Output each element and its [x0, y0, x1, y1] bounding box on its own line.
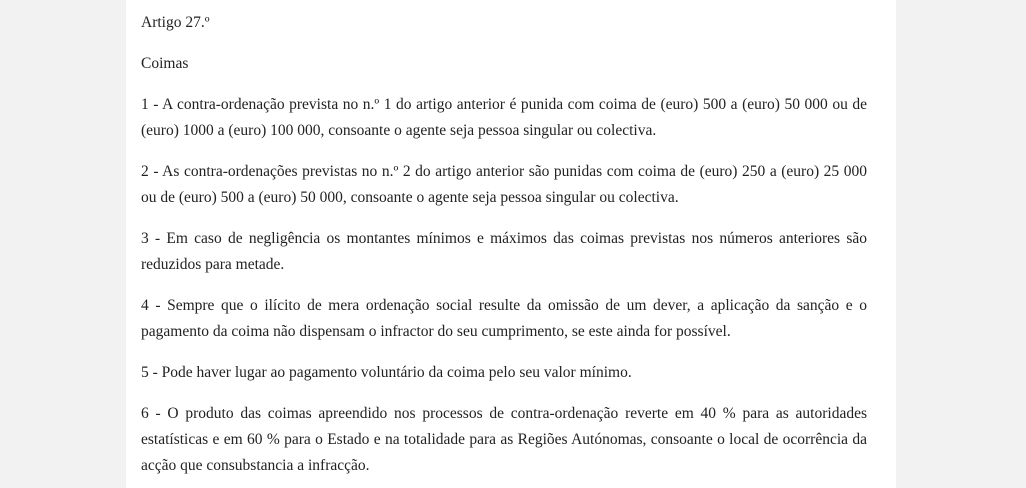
document-page [126, 0, 896, 488]
paragraph-6: 6 - O produto das coimas apreendido nos processos de contra-ordenação reverte em 40 % para as autoridades estatísticas e em 60 % para o Estado e na totalidade para as Regiões Autónomas, consoante o local de ocorrência da acção que consubstancia a infracção. [141, 405, 867, 474]
paragraph-1: 1 - A contra-ordenação prevista no n.º 1 do artigo anterior é punida com coima de (euro) 500 a (euro) 50 000 ou de (euro) 1000 a (euro) 100 000, consoante o agente seja pessoa singular ou colectiva. [141, 96, 867, 139]
paragraph-3: 3 - Em caso de negligência os montantes mínimos e máximos das coimas previstas nos números anteriores são reduzidos para metade. [141, 230, 867, 273]
paragraph-5: 5 - Pode haver lugar ao pagamento voluntário da coima pelo seu valor mínimo. [141, 364, 632, 381]
paragraph-4: 4 - Sempre que o ilícito de mera ordenação social resulte da omissão de um dever, a aplicação da sanção e o pagamento da coima não dispensam o infractor do seu cumprimento, se este ainda for possível. [141, 297, 867, 340]
paragraph-2: 2 - As contra-ordenações previstas no n.º 2 do artigo anterior são punidas com coima de (euro) 250 a (euro) 25 000 ou de (euro) 500 a (euro) 50 000, consoante o agente seja pessoa singular ou colectiva. [141, 163, 867, 206]
article-title: Artigo 27.º [141, 14, 210, 31]
article-subtitle: Coimas [141, 55, 189, 72]
